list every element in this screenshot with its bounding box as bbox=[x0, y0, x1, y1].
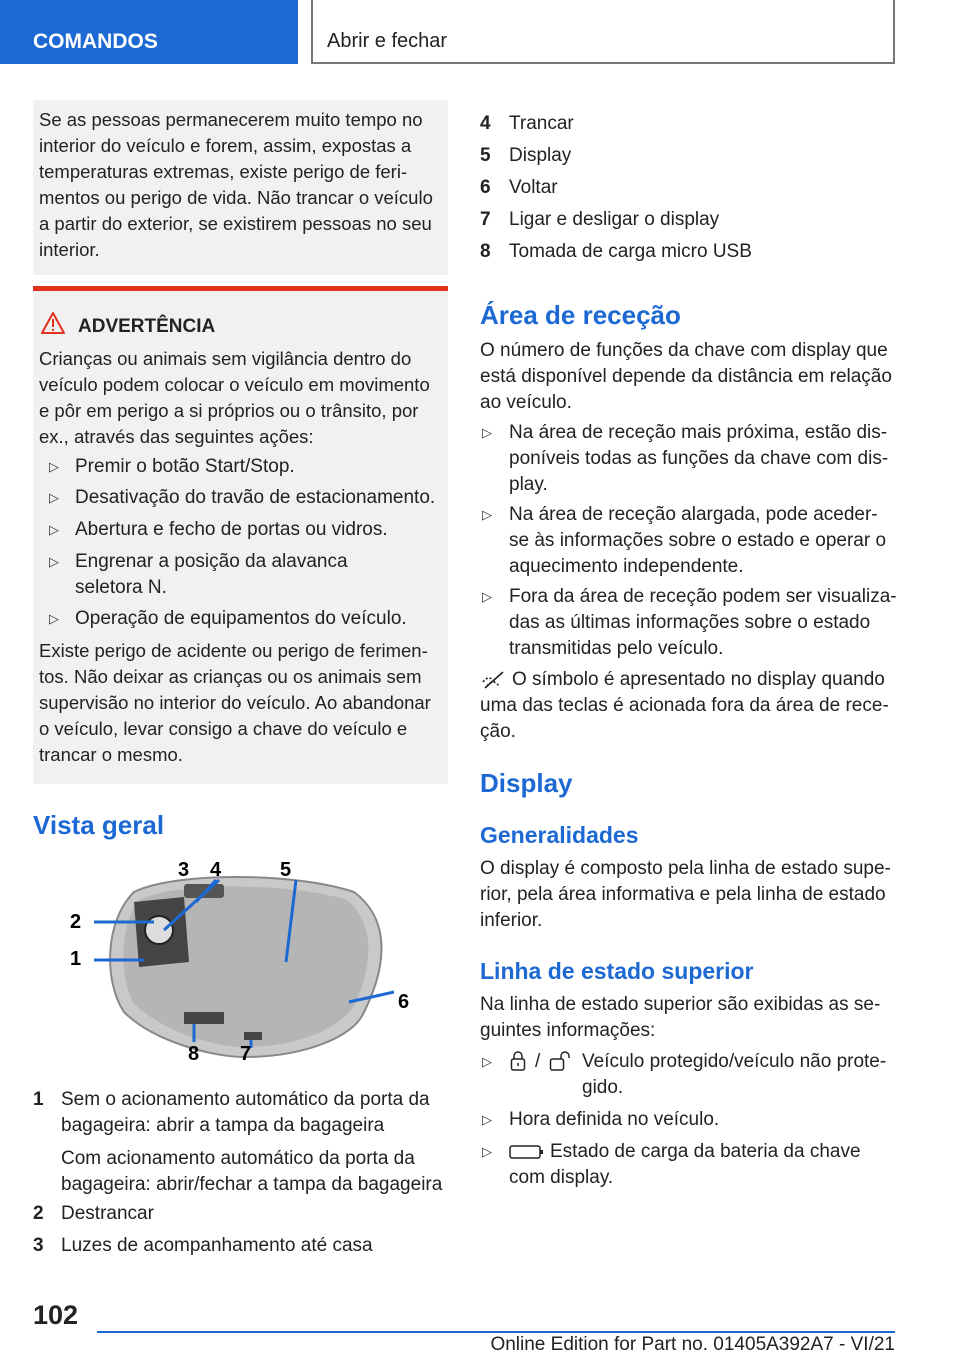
item-text: Voltar bbox=[509, 177, 558, 198]
general-text: O display é composto pela linha de estado superior, pela área informativa e pela linha de estado inferior. bbox=[480, 858, 891, 931]
item-text: Sem o acionamento automático da porta da bagageira: abrir a tampa da bagageira bbox=[61, 1089, 430, 1136]
bullet-triangle-icon: ▷ bbox=[49, 490, 59, 505]
item-text: Trancar bbox=[509, 113, 574, 134]
subsection-label: Abrir e fechar bbox=[327, 30, 448, 52]
warning-title: ADVERTÊNCIA bbox=[78, 316, 216, 337]
callout-3: 3 bbox=[178, 859, 190, 881]
footer-rule bbox=[97, 1331, 895, 1333]
item-number: 6 bbox=[480, 177, 491, 198]
item-number: 4 bbox=[480, 113, 491, 134]
item-number: 5 bbox=[480, 145, 491, 166]
item-number: 3 bbox=[33, 1235, 44, 1256]
symbol-note: O símbolo é apresentado no display quando uma das teclas é acionada fora da área de receção. bbox=[480, 669, 889, 742]
callout-8: 8 bbox=[188, 1043, 200, 1062]
bullet-triangle-icon: ▷ bbox=[482, 507, 492, 522]
status-heading: Linha de estado superior bbox=[480, 958, 754, 984]
bullet-triangle-icon: ▷ bbox=[482, 1144, 492, 1159]
item-text: Luzes de acompanhamento até casa bbox=[61, 1235, 373, 1256]
item-text: Tomada de carga micro USB bbox=[509, 241, 752, 262]
item-number: 8 bbox=[480, 241, 491, 262]
lock-open-icon bbox=[549, 1051, 573, 1071]
warning-triangle-icon bbox=[40, 311, 66, 335]
callout-1: 1 bbox=[70, 948, 82, 970]
bullet-triangle-icon: ▷ bbox=[49, 554, 59, 569]
info-box-text: Se as pessoas permanecerem muito tempo no interior do veículo e forem, assim, expostas a temperaturas extremas, existe perigo de ferimentos ou perigo de vida. Não trancar o veículo a partir do exterior, se existirem pessoas no seu interior. bbox=[39, 109, 433, 260]
item-text: Com acionamento automático da porta da bagageira: abrir/fechar a tampa da bagageira bbox=[61, 1148, 443, 1195]
reception-intro: O número de funções da chave com display que está disponível depende da distância em relação ao veículo. bbox=[480, 340, 892, 413]
bullet-triangle-icon: ▷ bbox=[49, 611, 59, 626]
key-illustration bbox=[64, 852, 414, 1062]
subsection-tab bbox=[311, 0, 895, 64]
page-number: 102 bbox=[33, 1300, 79, 1330]
bullet-triangle-icon: ▷ bbox=[49, 522, 59, 537]
bullet-triangle-icon: ▷ bbox=[482, 1054, 492, 1069]
item-text: Destrancar bbox=[61, 1203, 154, 1224]
callout-2: 2 bbox=[70, 911, 82, 933]
bullet-triangle-icon: ▷ bbox=[49, 459, 59, 474]
item-text: Ligar e desligar o display bbox=[509, 209, 720, 230]
item-text: Display bbox=[509, 145, 572, 166]
callout-6: 6 bbox=[398, 991, 410, 1013]
edition-text: Online Edition for Part no. 01405A392A7 - VI/21 bbox=[490, 1334, 895, 1355]
callout-4: 4 bbox=[210, 859, 222, 881]
lock-closed-icon bbox=[510, 1051, 526, 1071]
slash-separator: / bbox=[535, 1051, 541, 1072]
reception-heading: Área de receção bbox=[480, 300, 681, 330]
warning-box: ADVERTÊNCIA Crianças ou animais sem vigilância dentro do veículo podem colocar o veículo em movimento e pôr em perigo a si próprios ou o trânsito, por ex., através das seguintes ações: ▷ Premir o botão Start/Stop. ▷ Desativação do travão de estacionamento. ▷ Abertura e fecho de portas ou vidros. ▷ Engrenar a posição da alavanca seletora N. ▷ Operação de equipamentos do veículo. Existe perigo de acidente ou perigo de ferimentos. Não deixar as crianças ou os animais sem supervisão no interior do veículo. Ao abandonar o veículo, levar consigo a chave do veículo e trancar o mesmo. bbox=[33, 291, 448, 784]
display-heading: Display bbox=[480, 768, 573, 798]
info-box bbox=[33, 100, 448, 275]
item-number: 1 bbox=[33, 1089, 44, 1110]
item-number: 7 bbox=[480, 209, 491, 230]
warning-outro: Existe perigo de acidente ou perigo de ferimentos. Não deixar as crianças ou os animais sem supervisão no interior do veículo. Ao abandonar o veículo, levar consigo a chave do veículo e trancar o mesmo. bbox=[39, 640, 431, 765]
section-label: COMANDOS bbox=[33, 30, 158, 53]
bullet-triangle-icon: ▷ bbox=[482, 589, 492, 604]
section-tab bbox=[0, 0, 298, 64]
bullet-triangle-icon: ▷ bbox=[482, 1112, 492, 1127]
overview-heading: Vista geral bbox=[33, 810, 165, 840]
item-number: 2 bbox=[33, 1203, 44, 1224]
callout-7: 7 bbox=[240, 1043, 252, 1062]
bullet-triangle-icon: ▷ bbox=[482, 425, 492, 440]
warning-intro: Crianças ou animais sem vigilância dentro do veículo podem colocar o veículo em movimento e pôr em perigo a si próprios ou o trânsito, por ex., através das seguintes ações: bbox=[39, 348, 430, 447]
callout-5: 5 bbox=[280, 859, 292, 881]
status-intro: Na linha de estado superior são exibidas as seguintes informações: bbox=[480, 994, 881, 1041]
general-heading: Generalidades bbox=[480, 822, 639, 848]
